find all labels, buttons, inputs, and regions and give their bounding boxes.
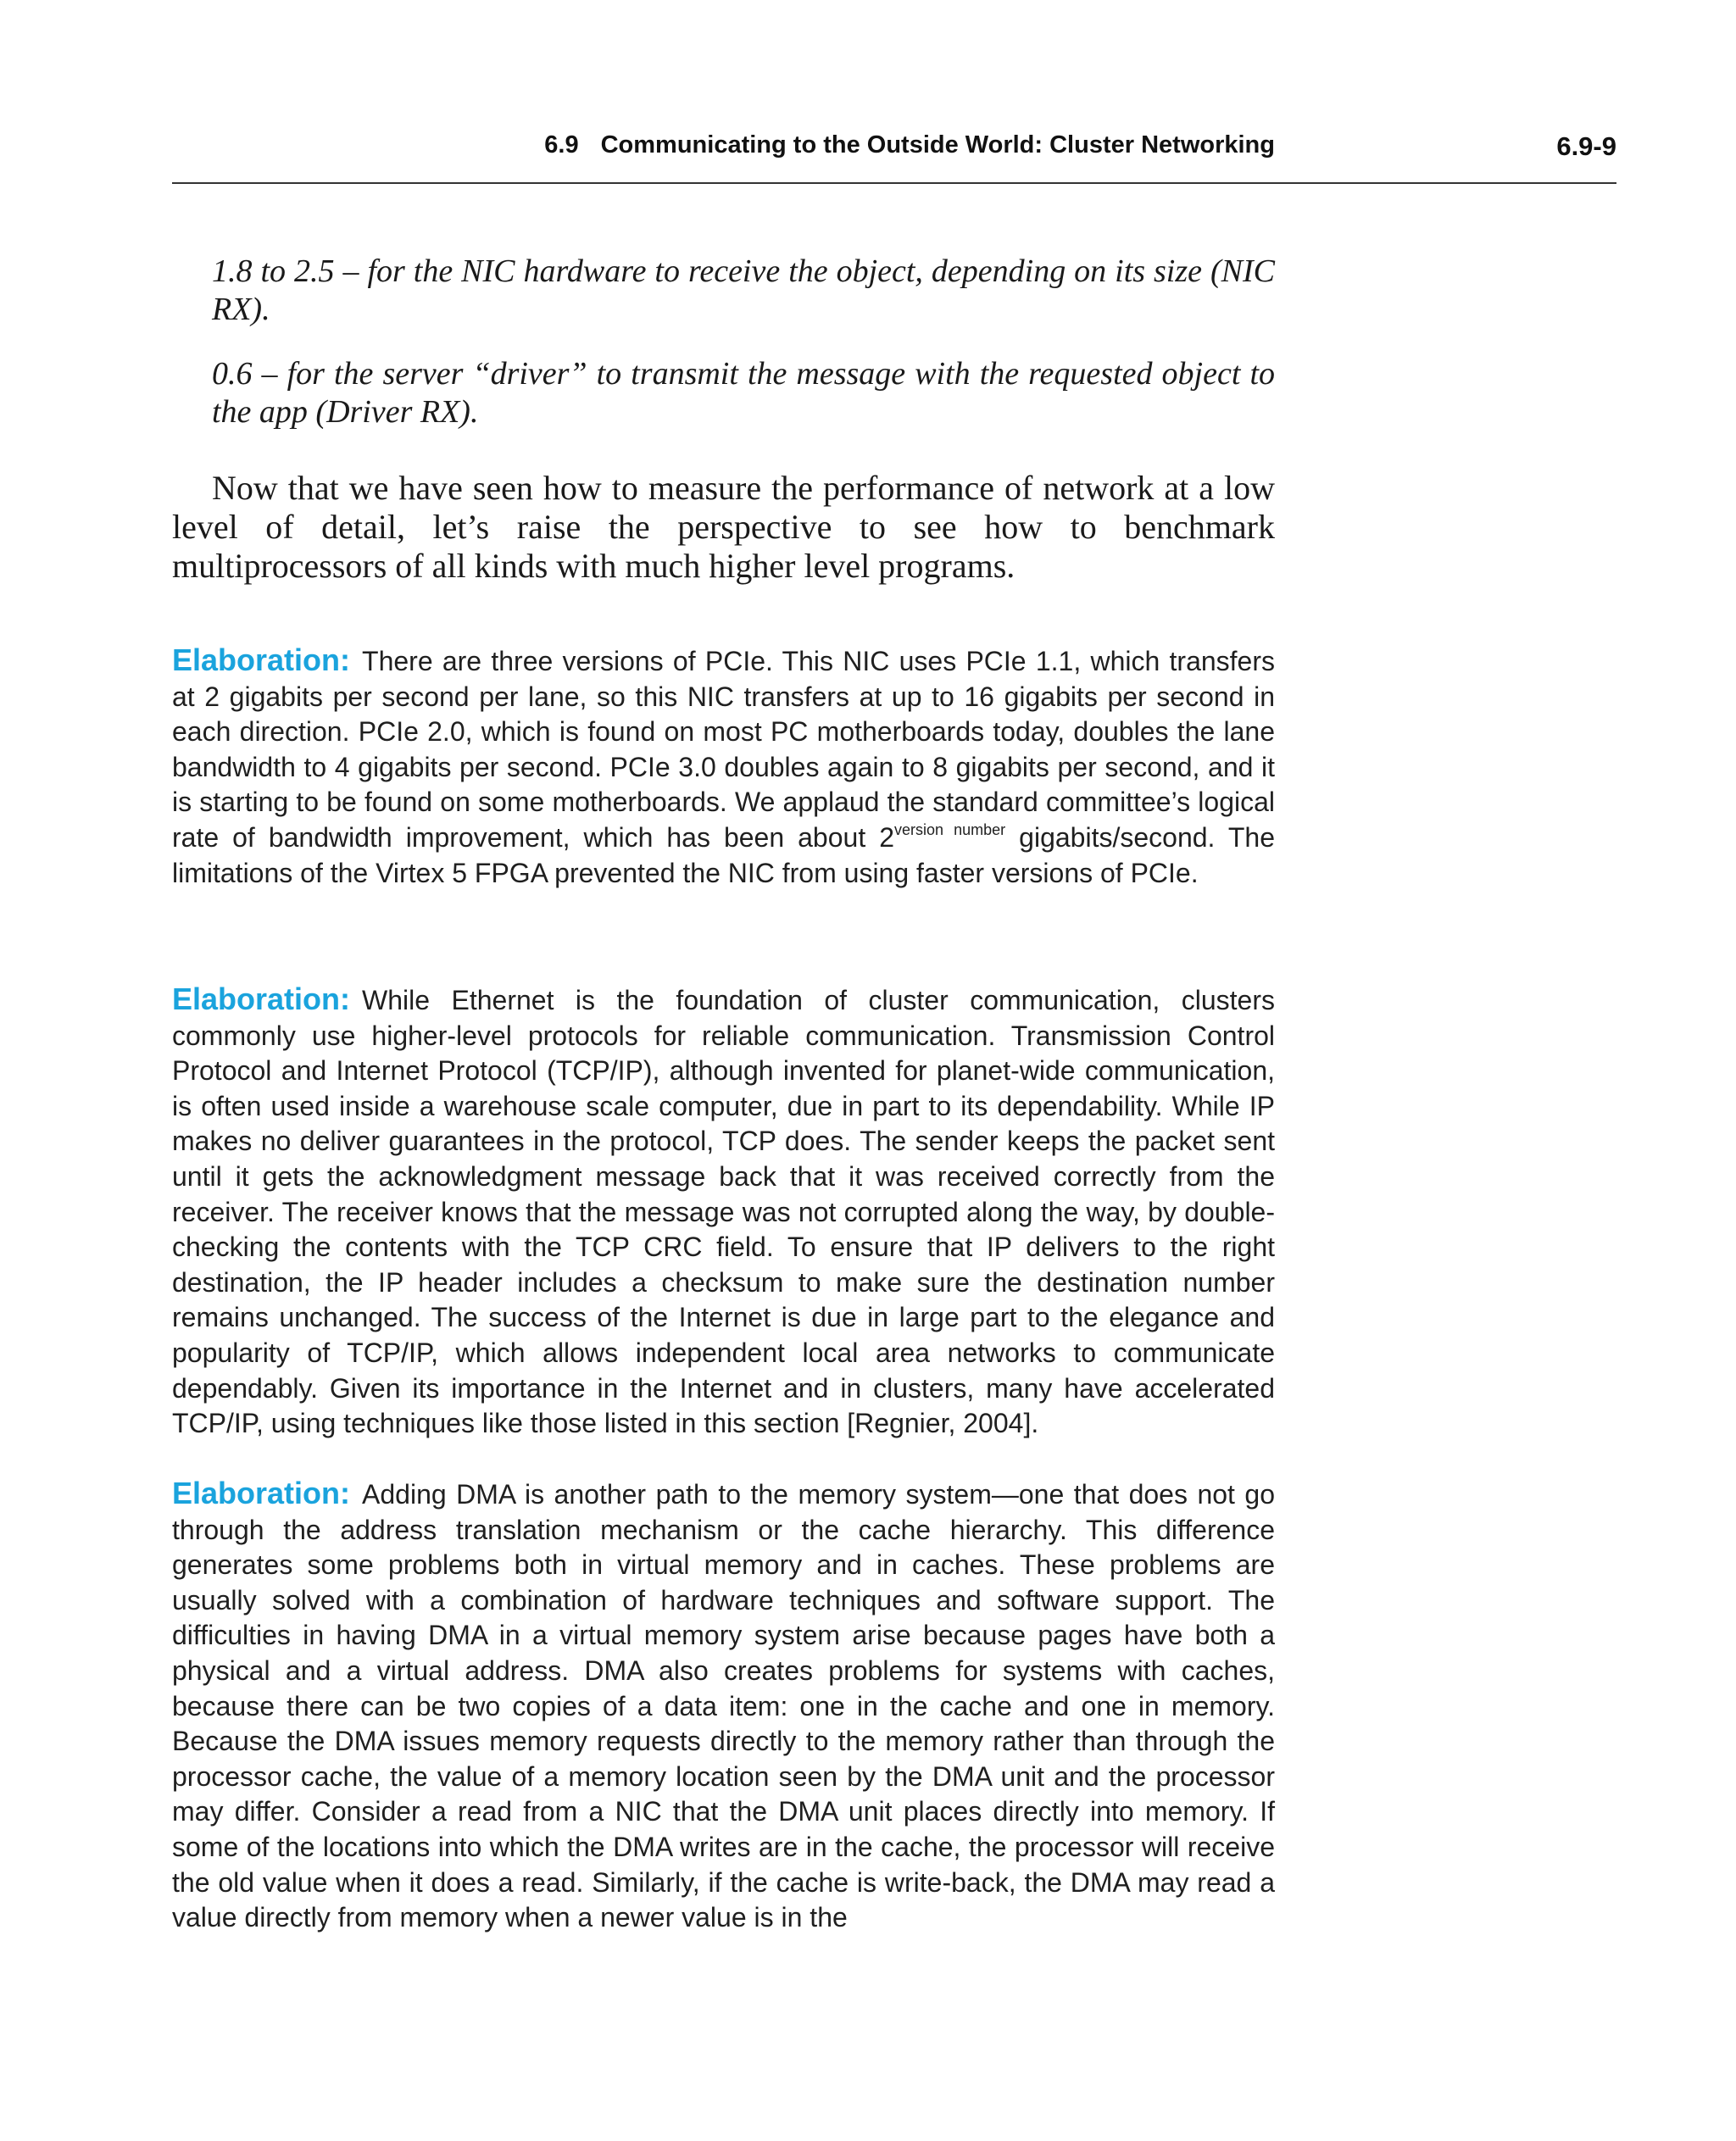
elaboration-label: Elaboration: [172, 642, 351, 677]
elaboration-tcp-ip [172, 982, 1275, 1442]
timing-item-driver-rx: 0.6 – for the server “driver” to transmit the message with the requested object to the app (Driver RX). [212, 356, 1275, 430]
elaboration-text: Adding DMA is another path to the memory system—one that does not go through the address translation mechanism or the cache hierarchy. This difference generates some problems both in virtual memory and in caches. These problems are usually solved with a combination of hardware techniques and software support. The difficulties in having DMA in a virtual memory system arise because pages have both a physical and a virtual address. DMA also creates problems for systems with caches, because there can be two copies of a data item: one in the cache and one in memory. Because the DMA issues memory requests directly to the memory rather than through the processor cache, the value of a memory location seen by the DMA unit and the processor may differ. Consider a read from a NIC that the DMA unit places directly into memory. If some of the locations into which the DMA writes are in the cache, the processor will receive the old value when it does a read. Similarly, if the cache is write-back, the DMA may read a value directly from memory when a newer value is in the [172, 1479, 1275, 1933]
elaboration-label: Elaboration: [172, 982, 351, 1016]
body-paragraph: Now that we have seen how to measure the performance of network at a low level of detail, let’s raise the perspective to see how to benchmark multiprocessors of all kinds with much higher level programs. [172, 469, 1275, 585]
elaboration-text: While Ethernet is the foundation of cluster communication, clusters commonly use higher-level protocols for reliable communication. Transmission Control Protocol and Internet Protocol (TCP/IP), although invented for planet-wide communication, is often used inside a warehouse scale computer, due in part to its dependability. While IP makes no deliver guarantees in the protocol, TCP does. The sender keeps the packet sent until it gets the acknowledgment message back that it was received correctly from the receiver. The receiver knows that the message was not corrupted along the way, by double-checking the contents with the TCP CRC field. To ensure that IP delivers to the right destination, the IP header includes a checksum to make sure the destination number remains unchanged. The success of the Internet is due in large part to the elegance and popularity of TCP/IP, which allows independent local area networks to communicate dependably. Given its importance in the Internet and in clusters, many have accelerated TCP/IP, using techniques like those listed in this section [Regnier, 2004]. [172, 985, 1275, 1439]
section-number: 6.9 [544, 131, 579, 158]
running-header [172, 131, 1616, 184]
elaboration-label: Elaboration: [172, 1476, 351, 1510]
elaboration-text-part2: gigabits/second. The limitations of the Virtex 5 FPGA prevented the NIC from using faster versions of PCIe. [172, 821, 1276, 888]
elaboration-pcie [172, 642, 1275, 891]
timing-item-nic-rx: 1.8 to 2.5 – for the NIC hardware to receive the object, depending on its size (NIC RX). [212, 253, 1275, 327]
running-header-section [544, 131, 1275, 159]
page-number: 6.9-9 [1556, 131, 1616, 161]
elaboration-dma [172, 1476, 1275, 1936]
section-title: Communicating to the Outside World: Cluster Networking [600, 131, 1275, 158]
elaboration-text-part1: There are three versions of PCIe. This NIC uses PCIe 1.1, which transfers at 2 gigabits per second per lane, so this NIC transfers at up to 16 gigabits per second in each direction. PCIe 2.0, which is found on most PC motherboards today, doubles the lane bandwidth to 4 gigabits per second. PCIe 3.0 doubles again to 8 gigabits per second, and it is starting to be found on some motherboards. We applaud the standard committee’s logical rate of bandwidth improvement, which has been about 2 [172, 646, 1275, 853]
elaboration-superscript: version number [894, 820, 1006, 838]
